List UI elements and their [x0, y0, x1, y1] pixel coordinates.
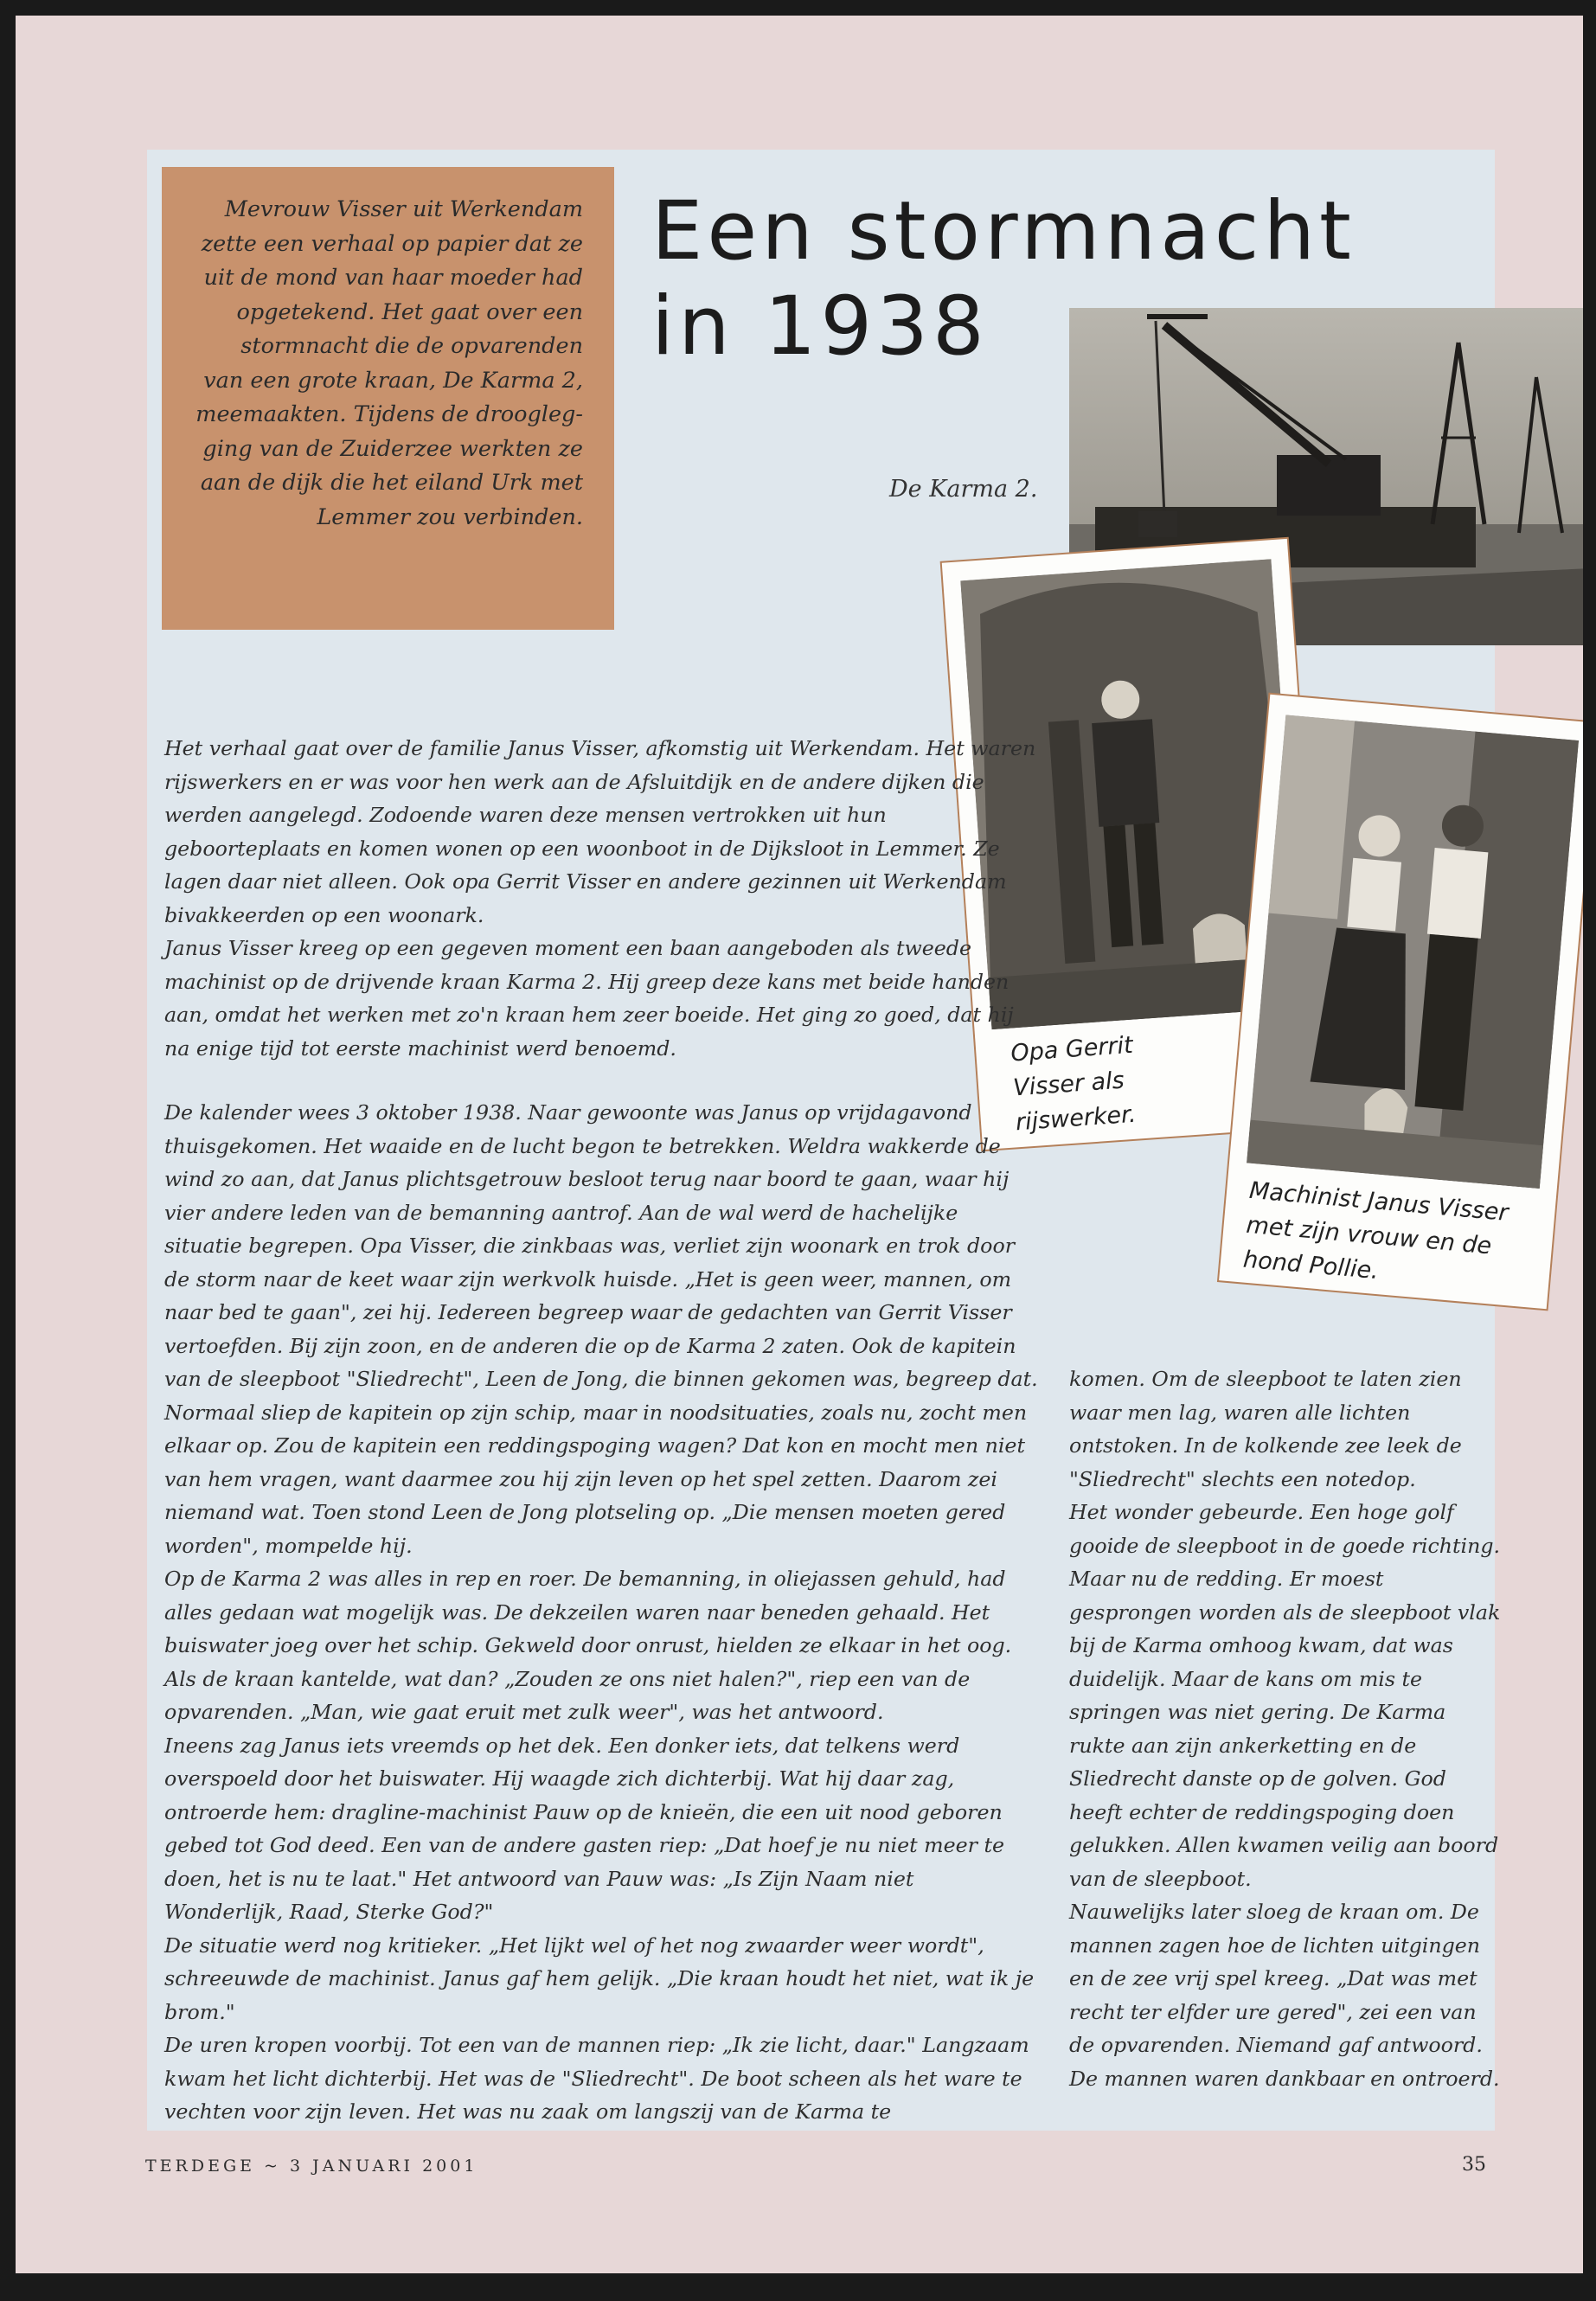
intro-box: [162, 167, 614, 630]
continuation-paragraph: Het wonder gebeurde. Een hoge golf gooide de sleepboot in de goede richting. Maar nu de redding. Er moest gesprongen worden als de sleepboot vlak bij de Karma omhoog kwam, dat was duidelijk. Maar de kans om mis te springen was niet gering. De Karma rukte aan zijn ankerketting en de Sliedrecht danste op de golven. God heeft echter de reddingspoging doen gelukken. Allen kwamen veilig aan boord van de sleepboot.: [1069, 1500, 1501, 1891]
article-paragraph: De uren kropen voorbij. Tot een van de mannen riep: „Ik zie licht, daar." Langzaam kwam het licht dichterbij. Het was de "Sliedrecht". De boot scheen als het ware te vechten voor zijn leven. Het was nu zaak om langszij van de Karma te: [164, 2033, 1029, 2124]
footer-publication: TERDEGE ~ 3 JANUARI 2001: [145, 2157, 478, 2176]
intro-line: ging van de Zuiderzee werkten ze: [202, 435, 583, 462]
intro-line: opgetekend. Het gaat over een: [236, 298, 583, 325]
title-line-2: in 1938: [651, 279, 989, 374]
intro-line: meemaakten. Tijdens de droogleg-: [195, 401, 583, 427]
karma-caption: De Karma 2.: [889, 476, 1038, 503]
intro-line: uit de mond van haar moeder had: [203, 265, 583, 291]
janus-photo: [1247, 715, 1579, 1189]
gerrit-caption: Opa Gerrit Visser als rijswerker.: [1010, 1031, 1138, 1137]
janus-caption: Machinist Janus Visser met zijn vrouw en de hond Pollie.: [1241, 1176, 1509, 1285]
page-number: 35: [1462, 2154, 1486, 2176]
intro-line: aan de dijk die het eiland Urk met: [200, 470, 583, 496]
continuation-paragraph: komen. Om de sleepboot te laten zien waar men lag, waren alle lichten ontstoken. In de kolkende zee leek de "Sliedrecht" slechts een notedop.: [1069, 1367, 1462, 1491]
article-paragraph: Op de Karma 2 was alles in rep en roer. De bemanning, in oliejassen gehuld, had alles gedaan wat mogelijk was. De dekzeilen waren naar beneden gehaald. Het buiswater joeg over het schip. Gekweld door onrust, hielden ze elkaar in het oog. Als de kraan kantelde, wat dan? „Zouden ze ons niet halen?", riep een van de opvarenden. „Man, wie gaat eruit met zulk weer", was het antwoord.: [164, 1567, 1012, 1724]
magazine-page: [16, 16, 1583, 2273]
intro-line: Lemmer zou verbinden.: [317, 503, 583, 530]
article-continuation: [1069, 1362, 1502, 2095]
article-paragraph: Ineens zag Janus iets vreemds op het dek. Een donker iets, dat telkens werd overspoeld door het buiswater. Hij waagde zich dichterbij. Wat hij daar zag, ontroerde hem: dragline-machinist Pauw op de knieën, die een uit nood geboren gebed tot God deed. Een van de andere gasten riep: „Dat hoef je nu niet meer te doen, het is nu te laat." Het antwoord van Pauw was: „Is Zijn Naam niet Wonderlijk, Raad, Sterke God?": [164, 1733, 1005, 1924]
intro-line: van een grote kraan, De Karma 2,: [203, 367, 583, 394]
intro-line: zette een verhaal op papier dat ze: [201, 230, 583, 257]
intro-line: stormnacht die de opvarenden: [240, 333, 583, 359]
continuation-paragraph: Nauwelijks later sloeg de kraan om. De mannen zagen hoe de lichten uitgingen en de zee vrij spel kreeg. „Dat was met recht ter elfder ure gered", zei een van de opvarenden. Niemand gaf antwoord. De mannen waren dankbaar en ontroerd.: [1069, 1900, 1500, 2091]
title-line-1: Een stormnacht: [651, 184, 1356, 279]
article-paragraph: De situatie werd nog kritieker. „Het lijkt wel of het nog zwaarder weer wordt", schreeuwde de machinist. Janus gaf hem gelijk. „Die kraan houdt het niet, wat ik je brom.": [164, 1932, 1035, 2024]
article-paragraph: Het verhaal gaat over de familie Janus Visser, afkomstig uit Werkendam. Het waren rijswerkers en er was voor hen werk aan de Afsluitdijk en de andere dijken die werden aangelegd. Zodoende waren deze mensen vertrokken uit hun geboorteplaats en komen wonen op een woonboot in de Dijksloot in Lemmer. Ze lagen daar niet alleen. Ook opa Gerrit Visser en andere gezinnen uit Werkendam bivakkeerden op een woonark.: [164, 736, 1036, 927]
article-body: [164, 732, 1038, 2129]
article-paragraph: De kalender wees 3 oktober 1938. Naar gewoonte was Janus op vrijdagavond thuisgekomen. Het waaide en de lucht begon te betrekken. Weldra wakkerde de wind zo aan, dat Janus plichtsgetrouw besloot terug naar boord te gaan, waar hij vier andere leden van de bemanning aantrof. Aan de wal werd de hachelijke situatie begrepen. Opa Visser, die zinkbaas was, verliet zijn woonark en trok door de storm naar de keet waar zijn werkvolk huisde. „Het is geen weer, mannen, om naar bed te gaan", zei hij. Iedereen begreep waar de gedachten van Gerrit Visser vertoefden. Bij zijn zoon, en de anderen die op de Karma 2 zaten. Ook de kapitein van de sleepboot "Sliedrecht", Leen de Jong, die binnen gekomen was, begreep dat. Normaal sliep de kapitein op zijn schip, maar in noodsituaties, zoals nu, zocht men elkaar op. Zou de kapitein een reddingspoging wagen? Dat kon en mocht men niet van hem vragen, want daarmee zou hij zijn leven op het spel zetten. Daarom zei niemand wat. Toen stond Leen de Jong plotseling op. „Die mensen moeten gered worden", mompelde hij.: [164, 1100, 1038, 1558]
intro-line: Mevrouw Visser uit Werkendam: [224, 196, 583, 222]
article-paragraph: Janus Visser kreeg op een gegeven moment een baan aangeboden als tweede machinist op de drijvende kraan Karma 2. Hij greep deze kans met beide handen aan, omdat het werken met zo'n kraan hem zeer boeide. Het ging zo goed, dat hij na enige tijd tot eerste machinist werd benoemd.: [164, 936, 1014, 1061]
janus-photo-card: [1219, 695, 1583, 1310]
